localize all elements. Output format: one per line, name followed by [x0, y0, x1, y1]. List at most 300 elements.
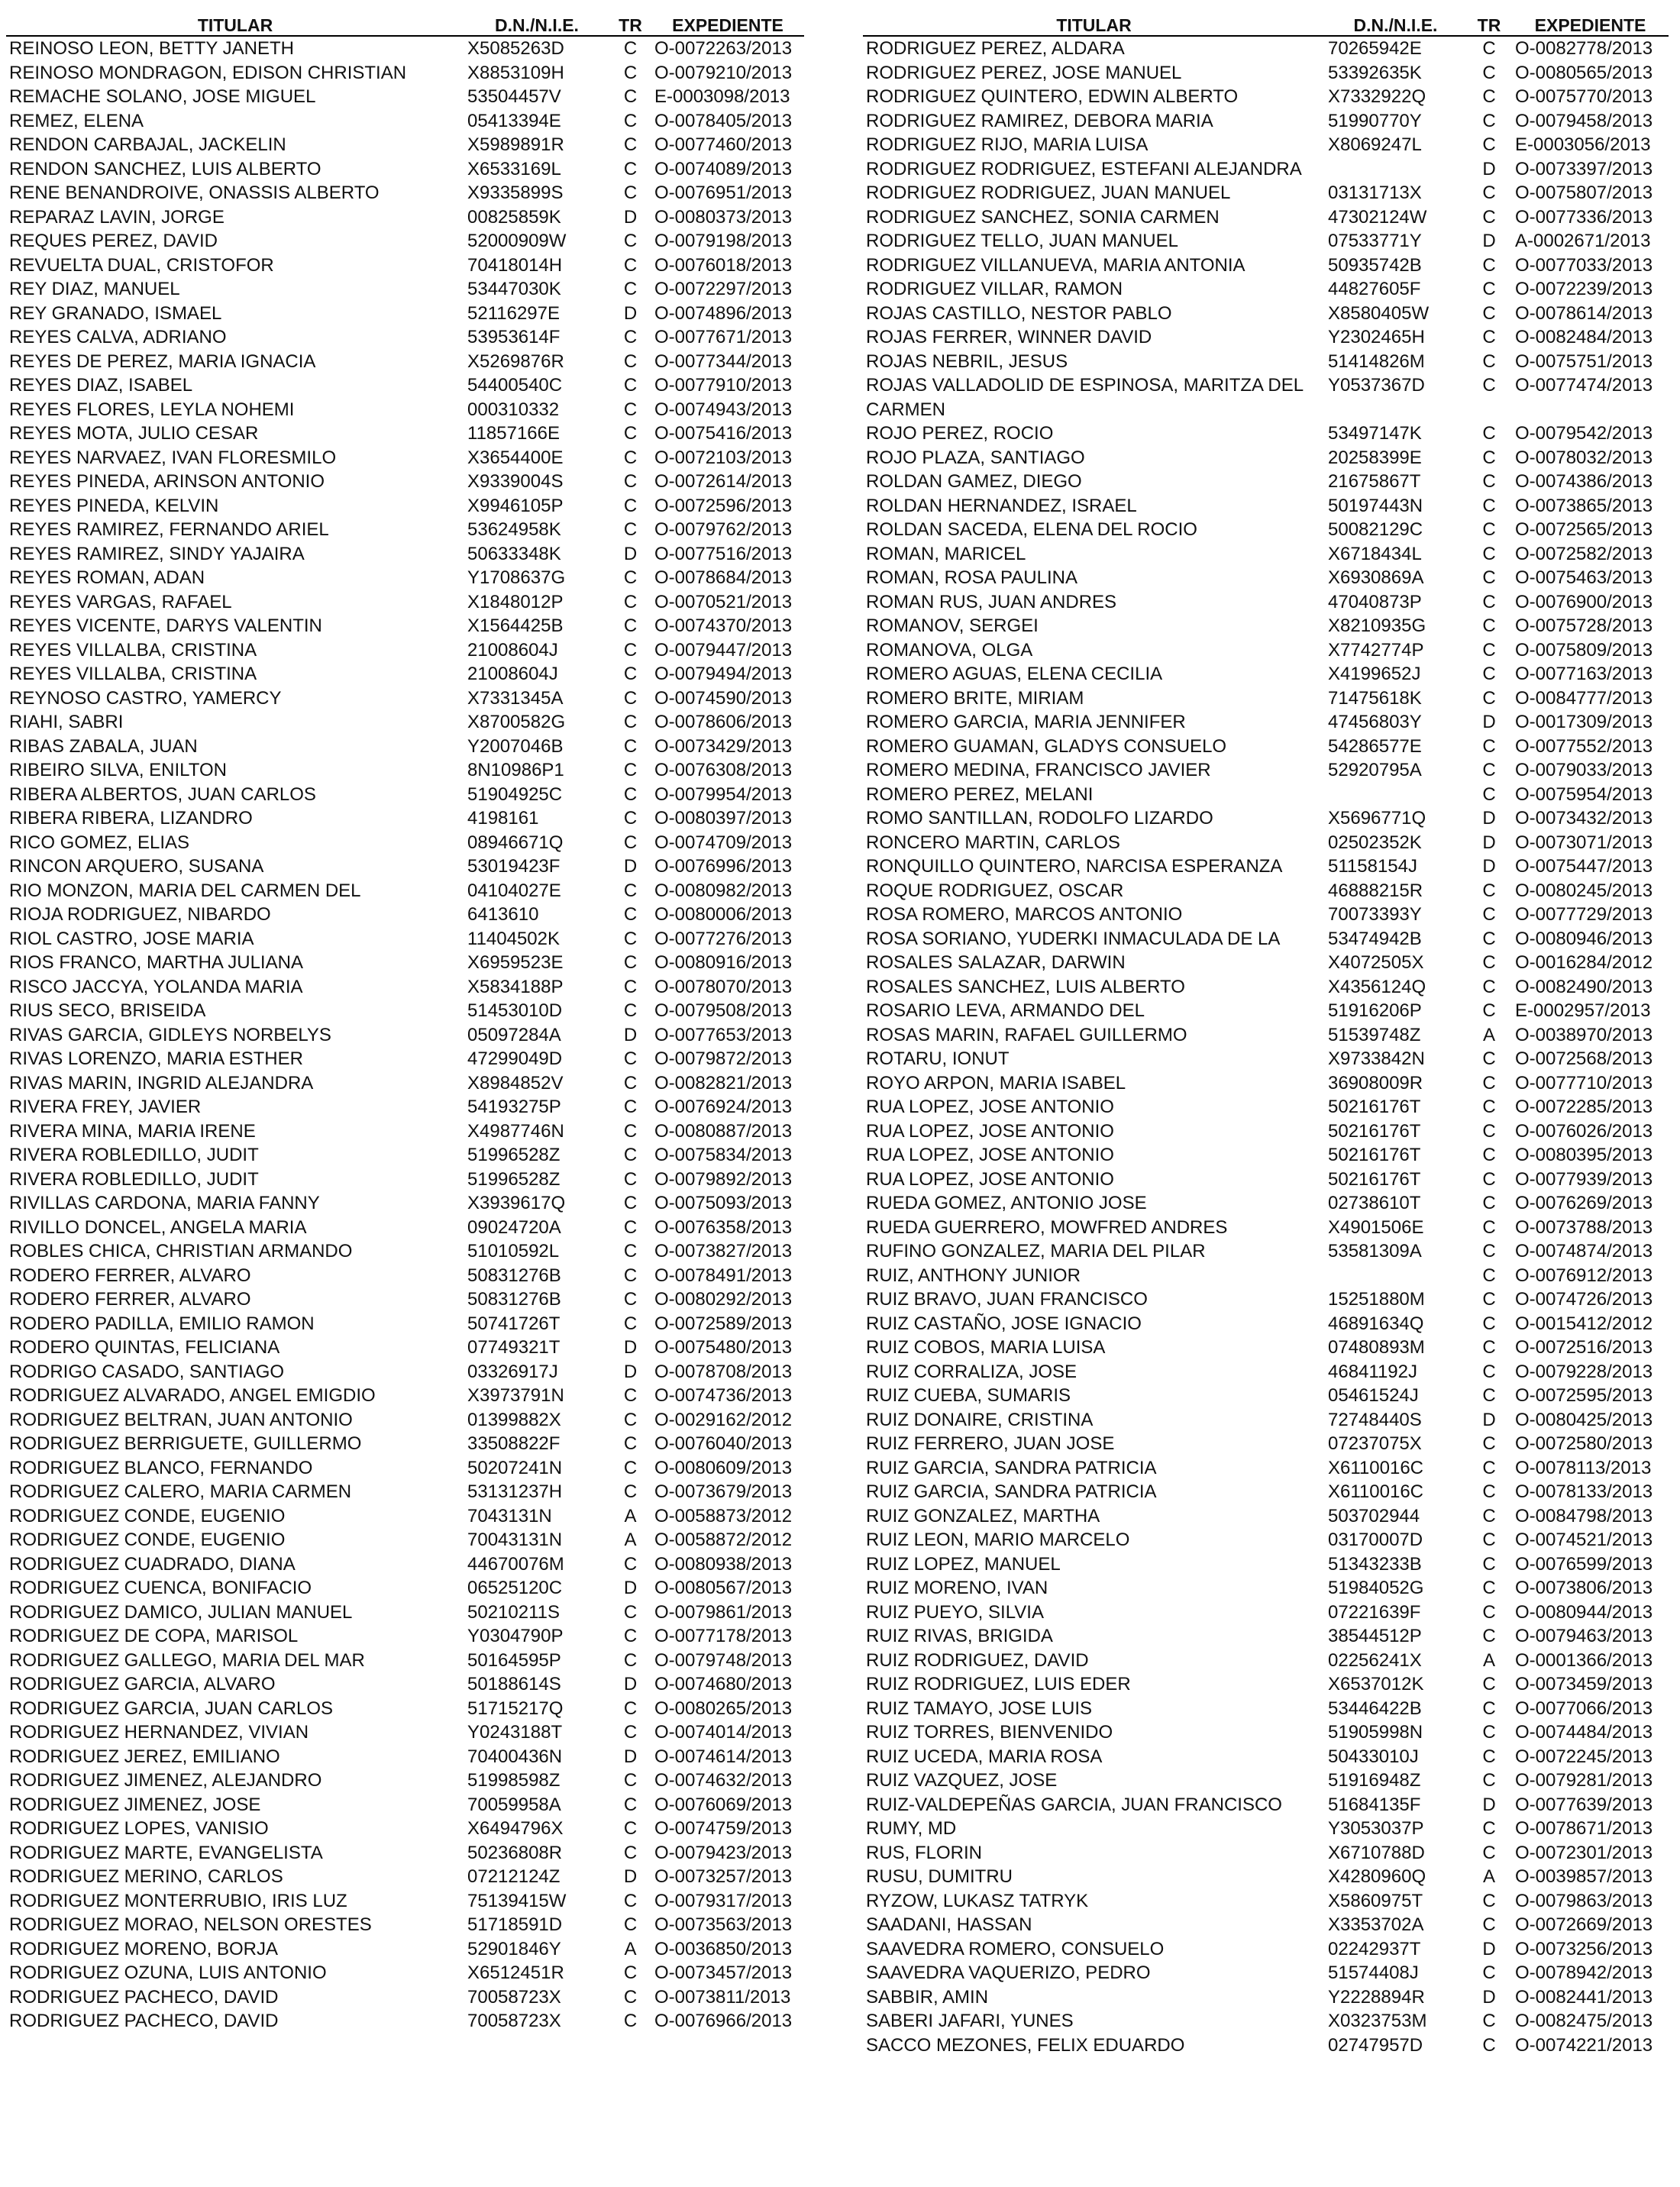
cell-expediente: O-0077639/2013: [1515, 1794, 1653, 1815]
table-row: [6, 1071, 804, 1096]
cell-dni: 53581309A: [1328, 1241, 1422, 1261]
cell-expediente: O-0084777/2013: [1515, 687, 1653, 709]
cell-dni: 70059958A: [467, 1794, 561, 1815]
cell-titular: RUIZ PUEYO, SILVIA: [866, 1601, 1044, 1623]
cell-tr: C: [623, 904, 638, 925]
cell-titular: ROMERO GUAMAN, GLADYS CONSUELO: [866, 735, 1227, 757]
cell-titular: REYES NARVAEZ, IVAN FLORESMILO: [9, 447, 337, 468]
cell-titular: REYES DE PEREZ, MARIA IGNACIA: [9, 351, 316, 372]
cell-expediente: O-0078032/2013: [1515, 447, 1653, 468]
cell-titular: RUS, FLORIN: [866, 1842, 983, 1863]
cell-tr: C: [1482, 1626, 1496, 1646]
cell-titular: RODRIGUEZ JIMENEZ, JOSE: [9, 1794, 261, 1815]
cell-titular: RODRIGUEZ GARCIA, JUAN CARLOS: [9, 1698, 334, 1719]
cell-dni: 75139415W: [467, 1890, 567, 1911]
cell-tr: C: [623, 1649, 638, 1671]
table-row: [6, 1408, 804, 1433]
cell-titular: RUIZ RODRIGUEZ, DAVID: [866, 1649, 1089, 1671]
cell-expediente: O-0074726/2013: [1515, 1289, 1653, 1310]
cell-dni: 02738610T: [1328, 1193, 1421, 1213]
cell-tr: D: [1482, 231, 1496, 251]
cell-titular: RODRIGUEZ DE COPA, MARISOL: [9, 1626, 299, 1646]
cell-expediente: O-0077460/2013: [654, 134, 793, 155]
cell-dni: 02256241X: [1328, 1649, 1422, 1671]
cell-tr: C: [623, 471, 638, 492]
cell-dni: 53504457V: [467, 86, 561, 107]
cell-titular: REPARAZ LAVIN, JORGE: [9, 206, 225, 228]
cell-dni: 02747957D: [1328, 2034, 1423, 2056]
cell-titular: RONQUILLO QUINTERO, NARCISA ESPERANZA: [866, 856, 1283, 877]
cell-tr: C: [623, 664, 638, 684]
cell-expediente: O-0073257/2013: [654, 1866, 793, 1887]
cell-dni: X9335899S: [467, 183, 564, 203]
table-row: [6, 518, 804, 542]
cell-titular: ROMERO BRITE, MIRIAM: [866, 687, 1084, 709]
cell-titular: RIBAS ZABALA, JUAN: [9, 735, 198, 757]
table-row: [863, 1480, 1669, 1504]
table-row: [863, 1168, 1669, 1192]
cell-dni: 50633348K: [467, 543, 561, 564]
cell-dni: 07749321T: [467, 1337, 561, 1358]
cell-titular: RODRIGUEZ MORAO, NELSON ORESTES: [9, 1914, 372, 1935]
cell-dni: 50216176T: [1328, 1120, 1421, 1142]
cell-expediente: O-0082475/2013: [1515, 2011, 1653, 2031]
cell-tr: D: [1482, 1986, 1496, 2008]
cell-dni: 52116297E: [467, 302, 561, 324]
cell-titular: REYES CALVA, ADRIANO: [9, 327, 227, 347]
cell-titular: ROMANOVA, OLGA: [866, 639, 1033, 661]
cell-dni: X0323753M: [1328, 2011, 1427, 2031]
header-tr: TR: [1466, 15, 1512, 36]
cell-expediente: O-0079542/2013: [1515, 423, 1653, 444]
cell-expediente: A-0002671/2013: [1515, 231, 1651, 251]
cell-expediente: O-0076069/2013: [654, 1794, 793, 1815]
cell-expediente: O-0076040/2013: [654, 1433, 793, 1454]
cell-expediente: O-0076966/2013: [654, 2011, 793, 2031]
cell-titular: RUIZ CORRALIZA, JOSE: [866, 1361, 1077, 1382]
cell-dni: 50197443N: [1328, 495, 1423, 516]
cell-dni: 03170007D: [1328, 1530, 1423, 1550]
cell-titular: RUIZ COBOS, MARIA LUISA: [866, 1337, 1106, 1358]
cell-titular: RIVAS LORENZO, MARIA ESTHER: [9, 1048, 303, 1069]
cell-expediente: O-0072245/2013: [1515, 1746, 1653, 1767]
cell-titular: RODRIGUEZ VILLAR, RAMON: [866, 279, 1123, 299]
table-row: [863, 638, 1669, 663]
table-row: [6, 903, 804, 927]
cell-dni: Y3053037P: [1328, 1818, 1424, 1839]
cell-expediente: O-0082778/2013: [1515, 38, 1653, 59]
table-row: [863, 1649, 1669, 1673]
cell-tr: C: [623, 808, 638, 829]
table-row: [6, 951, 804, 975]
table-row: [6, 758, 804, 783]
cell-expediente: O-0078942/2013: [1515, 1962, 1653, 1983]
cell-dni: [1325, 1264, 1466, 1288]
cell-dni: 50207241N: [467, 1457, 563, 1478]
cell-dni: 70058723X: [467, 2011, 561, 2031]
cell-tr: D: [1482, 856, 1496, 877]
cell-dni: 11404502K: [467, 928, 561, 949]
table-row: [6, 373, 804, 398]
cell-dni: X9946105P: [467, 495, 564, 516]
cell-expediente: O-0082484/2013: [1515, 327, 1653, 347]
cell-expediente: O-0074014/2013: [654, 1722, 793, 1743]
table-row: [863, 999, 1669, 1023]
cell-expediente: O-0038970/2013: [1515, 1024, 1653, 1045]
cell-titular: REINOSO MONDRAGON, EDISON CHRISTIAN: [9, 62, 407, 83]
table-row: [863, 518, 1669, 542]
cell-expediente: O-0079508/2013: [654, 1000, 793, 1021]
cell-dni: X1848012P: [467, 591, 564, 612]
cell-titular: RUIZ-VALDEPEÑAS GARCIA, JUAN FRANCISCO: [866, 1794, 1282, 1815]
cell-titular: ROYO ARPON, MARIA ISABEL: [866, 1072, 1126, 1094]
cell-tr: C: [623, 1986, 638, 2008]
table-row: [863, 1937, 1669, 1962]
cell-tr: C: [623, 1626, 638, 1646]
cell-expediente: O-0080245/2013: [1515, 880, 1653, 901]
cell-tr: C: [623, 62, 638, 83]
cell-titular: RUIZ VAZQUEZ, JOSE: [866, 1770, 1058, 1791]
cell-dni: 50433010J: [1328, 1746, 1419, 1767]
cell-expediente: O-0077939/2013: [1515, 1168, 1653, 1190]
cell-tr: C: [623, 1698, 638, 1719]
table-row: [6, 783, 804, 807]
cell-titular: RIOS FRANCO, MARTHA JULIANA: [9, 952, 303, 973]
cell-expediente: O-0077552/2013: [1515, 735, 1653, 757]
cell-titular: RIOJA RODRIGUEZ, NIBARDO: [9, 904, 271, 925]
table-row: [6, 614, 804, 638]
cell-titular: REMEZ, ELENA: [9, 110, 144, 131]
cell-dni: 51916206P: [1328, 1000, 1422, 1021]
cell-dni: X8580405W: [1328, 302, 1430, 324]
cell-expediente: O-0078405/2013: [654, 110, 793, 131]
cell-expediente: O-0077910/2013: [654, 375, 793, 396]
cell-dni: 38544512P: [1328, 1626, 1422, 1646]
table-row: [863, 61, 1669, 86]
table-row: [863, 710, 1669, 735]
cell-tr: C: [623, 134, 638, 155]
cell-expediente: O-0074521/2013: [1515, 1530, 1653, 1550]
cell-expediente: O-0076912/2013: [1515, 1265, 1653, 1286]
cell-dni: X3353702A: [1328, 1914, 1424, 1935]
cell-dni: 51905998N: [1328, 1722, 1423, 1743]
cell-tr: C: [1482, 1241, 1496, 1261]
cell-titular: ROBLES CHICA, CHRISTIAN ARMANDO: [9, 1241, 353, 1261]
table-row: [6, 1817, 804, 1841]
table-row: [6, 1528, 804, 1552]
cell-titular: REYES VILLALBA, CRISTINA: [9, 639, 257, 661]
cell-expediente: O-0076900/2013: [1515, 591, 1653, 612]
right-table: [863, 15, 1669, 2057]
cell-expediente: O-0075954/2013: [1515, 783, 1653, 805]
cell-dni: X4987746N: [467, 1120, 564, 1142]
cell-expediente: O-0075770/2013: [1515, 86, 1653, 107]
cell-tr: C: [1482, 615, 1496, 636]
cell-tr: C: [623, 1722, 638, 1743]
cell-tr: D: [623, 206, 638, 228]
cell-dni: X7332922Q: [1328, 86, 1426, 107]
cell-titular: RIVILLAS CARDONA, MARIA FANNY: [9, 1193, 320, 1213]
cell-tr: C: [1482, 1674, 1496, 1694]
cell-titular: RUIZ CASTAÑO, JOSE IGNACIO: [866, 1313, 1142, 1334]
table-row: [863, 1552, 1669, 1577]
cell-titular: RUIZ GARCIA, SANDRA PATRICIA: [866, 1481, 1157, 1502]
table-row: [863, 1336, 1669, 1360]
table-row: [863, 758, 1669, 783]
cell-tr: C: [623, 1433, 638, 1454]
cell-titular: ROMERO GARCIA, MARIA JENNIFER: [866, 712, 1186, 732]
cell-expediente: O-0079447/2013: [654, 639, 793, 661]
cell-titular: RENDON CARBAJAL, JACKELIN: [9, 134, 286, 155]
cell-tr: C: [1482, 423, 1496, 444]
cell-titular: RUIZ UCEDA, MARIA ROSA: [866, 1746, 1103, 1767]
cell-dni: 07480893M: [1328, 1337, 1425, 1358]
cell-expediente: O-0074874/2013: [1515, 1241, 1653, 1261]
cell-dni: Y2302465H: [1328, 327, 1425, 347]
cell-tr: C: [1482, 1505, 1496, 1526]
table-row: [863, 133, 1669, 157]
cell-dni: X6110016C: [1328, 1457, 1423, 1478]
cell-expediente: O-0077671/2013: [654, 327, 793, 347]
table-row: [863, 277, 1669, 302]
cell-expediente: O-0079198/2013: [654, 231, 793, 251]
cell-tr: A: [624, 1505, 637, 1526]
cell-expediente: O-0079463/2013: [1515, 1626, 1653, 1646]
cell-tr: C: [623, 447, 638, 468]
table-row: [6, 686, 804, 711]
cell-dni: Y0243188T: [467, 1722, 563, 1743]
table-row: [863, 854, 1669, 879]
cell-expediente: O-0074736/2013: [654, 1385, 793, 1406]
table-row: [6, 422, 804, 446]
cell-dni: 02242937T: [1328, 1938, 1421, 1959]
right-header-row: [863, 15, 1669, 36]
cell-expediente: O-0079317/2013: [654, 1890, 793, 1911]
cell-dni: 52920795A: [1328, 760, 1422, 780]
cell-tr: C: [1482, 1289, 1496, 1310]
cell-titular: RODERO FERRER, ALVARO: [9, 1289, 251, 1310]
cell-dni: X4901506E: [1328, 1216, 1424, 1238]
header-expediente: EXPEDIENTE: [651, 15, 804, 36]
table-row: [6, 61, 804, 86]
table-row: [863, 181, 1669, 205]
cell-dni: 53624958K: [467, 519, 561, 540]
cell-tr: C: [1482, 567, 1496, 588]
cell-tr: C: [623, 519, 638, 540]
table-row: [6, 1985, 804, 2010]
cell-titular: RODRIGUEZ SANCHEZ, SONIA CARMEN: [866, 206, 1220, 228]
cell-tr: C: [1482, 1072, 1496, 1094]
cell-expediente: O-0079762/2013: [654, 519, 793, 540]
table-row: [6, 1287, 804, 1312]
cell-tr: C: [1482, 86, 1496, 107]
left-table-body: [6, 36, 804, 2034]
cell-expediente: O-0076996/2013: [654, 856, 793, 877]
cell-dni: 50188614S: [467, 1674, 561, 1694]
cell-expediente: O-0080938/2013: [654, 1553, 793, 1575]
cell-expediente: O-0076951/2013: [654, 183, 793, 203]
table-row: [863, 1961, 1669, 1985]
cell-tr: C: [623, 1145, 638, 1165]
table-row: [6, 927, 804, 951]
table-row: [863, 951, 1669, 975]
cell-expediente: O-0079423/2013: [654, 1842, 793, 1863]
cell-tr: C: [1482, 952, 1496, 973]
cell-titular: RODRIGUEZ PACHECO, DAVID: [9, 1986, 279, 2008]
table-row: [6, 1961, 804, 1985]
cell-expediente: O-0080944/2013: [1515, 1601, 1653, 1623]
cell-dni: 51343233B: [1328, 1553, 1422, 1575]
table-row: [6, 1649, 804, 1673]
cell-tr: C: [623, 110, 638, 131]
table-row: [863, 422, 1669, 446]
cell-titular: RODRIGUEZ JIMENEZ, ALEJANDRO: [9, 1770, 322, 1791]
cell-titular: REYES PINEDA, KELVIN: [9, 495, 219, 516]
cell-dni: 08946671Q: [467, 832, 564, 853]
cell-dni: 51684135F: [1328, 1794, 1421, 1815]
cell-tr: C: [1482, 1770, 1496, 1791]
cell-expediente: O-0077710/2013: [1515, 1072, 1653, 1094]
cell-tr: D: [1482, 1794, 1496, 1815]
cell-tr: C: [623, 1770, 638, 1791]
cell-titular: ROMAN, MARICEL: [866, 543, 1026, 564]
cell-titular: RIVERA ROBLEDILLO, JUDIT: [9, 1145, 259, 1165]
cell-expediente: O-0073563/2013: [654, 1914, 793, 1935]
cell-expediente: O-0079210/2013: [654, 62, 793, 83]
table-row: [6, 1841, 804, 1866]
cell-titular: RIVERA ROBLEDILLO, JUDIT: [9, 1168, 259, 1190]
cell-dni: Y1708637G: [467, 567, 566, 588]
cell-dni: 70400436N: [467, 1746, 563, 1767]
cell-tr: C: [1482, 1722, 1496, 1743]
cell-dni: Y2007046B: [467, 735, 564, 757]
cell-dni: 44670076M: [467, 1553, 564, 1575]
cell-titular: ROQUE RODRIGUEZ, OSCAR: [866, 880, 1124, 901]
cell-tr: C: [1482, 1698, 1496, 1719]
cell-tr: C: [623, 1241, 638, 1261]
cell-tr: C: [623, 1048, 638, 1069]
cell-dni: 51904925C: [467, 783, 563, 805]
cell-titular: RONCERO MARTIN, CARLOS: [866, 832, 1120, 853]
cell-dni: 51414826M: [1328, 351, 1425, 372]
table-row: [6, 1095, 804, 1119]
cell-expediente: O-0075834/2013: [654, 1145, 793, 1165]
cell-tr: C: [623, 423, 638, 444]
cell-titular: RENDON SANCHEZ, LUIS ALBERTO: [9, 158, 321, 179]
table-row: [6, 662, 804, 686]
cell-expediente: O-0076308/2013: [654, 760, 793, 780]
table-row: [6, 109, 804, 134]
cell-tr: C: [623, 1914, 638, 1935]
cell-tr: C: [1482, 639, 1496, 661]
cell-dni: 50216176T: [1328, 1145, 1421, 1165]
table-row: [863, 735, 1669, 759]
table-row: [863, 1601, 1669, 1625]
cell-expediente: O-0073865/2013: [1515, 495, 1653, 516]
cell-expediente: O-0080565/2013: [1515, 62, 1653, 83]
cell-expediente: O-0077033/2013: [1515, 254, 1653, 276]
table-row: [863, 1528, 1669, 1552]
table-row: [6, 205, 804, 230]
cell-titular: REY GRANADO, ISMAEL: [9, 302, 222, 324]
table-row: [863, 662, 1669, 686]
cell-expediente: O-0080395/2013: [1515, 1145, 1653, 1165]
cell-tr: C: [1482, 1313, 1496, 1334]
cell-tr: D: [623, 1361, 638, 1382]
cell-dni: X5989891R: [467, 134, 564, 155]
cell-dni: 51574408J: [1328, 1962, 1419, 1983]
cell-dni: 07212124Z: [467, 1866, 561, 1887]
cell-expediente: O-0074709/2013: [654, 832, 793, 853]
cell-expediente: O-0077336/2013: [1515, 206, 1653, 228]
cell-tr: C: [623, 279, 638, 299]
cell-titular: ROSAS MARIN, RAFAEL GUILLERMO: [866, 1024, 1187, 1045]
cell-dni: 53019423F: [467, 856, 561, 877]
cell-titular: RODRIGUEZ CUADRADO, DIANA: [9, 1553, 296, 1575]
cell-titular: ROSARIO LEVA, ARMANDO DEL: [866, 1000, 1145, 1021]
cell-tr: C: [623, 1193, 638, 1213]
table-row: [6, 1745, 804, 1769]
cell-titular: RIVERA FREY, JAVIER: [9, 1097, 202, 1117]
cell-dni: X8069247L: [1328, 134, 1422, 155]
cell-tr: D: [1482, 712, 1496, 732]
cell-tr: D: [1482, 832, 1496, 853]
table-row: [6, 1865, 804, 1889]
cell-dni: X7742774P: [1328, 639, 1424, 661]
cell-dni: Y0537367D: [1328, 375, 1425, 396]
cell-expediente: O-0075480/2013: [654, 1337, 793, 1358]
cell-titular: ROMANOV, SERGEI: [866, 615, 1039, 636]
cell-tr: D: [1482, 158, 1496, 179]
cell-tr: C: [1482, 302, 1496, 324]
table-row: [6, 1239, 804, 1264]
cell-expediente: O-0077474/2013: [1515, 375, 1653, 396]
table-row: [863, 2009, 1669, 2034]
cell-dni: X4199652J: [1328, 664, 1421, 684]
table-row: [863, 1071, 1669, 1096]
cell-expediente: O-0074590/2013: [654, 687, 793, 709]
cell-dni: 53497147K: [1328, 423, 1422, 444]
cell-titular: SABERI JAFARI, YUNES: [866, 2011, 1074, 2031]
cell-expediente: O-0076924/2013: [654, 1097, 793, 1117]
table-row: [6, 1504, 804, 1529]
cell-expediente: O-0072285/2013: [1515, 1097, 1653, 1117]
table-row: [863, 1913, 1669, 1937]
cell-expediente: O-0078671/2013: [1515, 1818, 1653, 1839]
table-row: [863, 614, 1669, 638]
cell-tr: C: [623, 2011, 638, 2031]
table-row: [6, 1793, 804, 1817]
cell-expediente: O-0075809/2013: [1515, 639, 1653, 661]
cell-tr: C: [1482, 1265, 1496, 1286]
cell-titular: RODRIGUEZ RODRIGUEZ, ESTEFANI ALEJANDRA: [866, 158, 1302, 179]
cell-expediente: O-0080397/2013: [654, 808, 793, 829]
table-row: [6, 2009, 804, 2034]
left-table: [6, 15, 804, 2034]
cell-tr: C: [623, 327, 638, 347]
cell-dni: 53446422B: [1328, 1698, 1422, 1719]
cell-expediente: O-0080887/2013: [654, 1120, 793, 1142]
cell-expediente: O-0079494/2013: [654, 664, 793, 684]
cell-tr: C: [1482, 447, 1496, 468]
cell-tr: C: [623, 567, 638, 588]
cell-tr: C: [1482, 880, 1496, 901]
cell-titular: RIO MONZON, MARIA DEL CARMEN DEL: [9, 880, 361, 901]
cell-dni: 54400540C: [467, 375, 563, 396]
cell-expediente: O-0074896/2013: [654, 302, 793, 324]
cell-dni: X7331345A: [467, 687, 564, 709]
cell-dni: 15251880M: [1328, 1289, 1425, 1310]
